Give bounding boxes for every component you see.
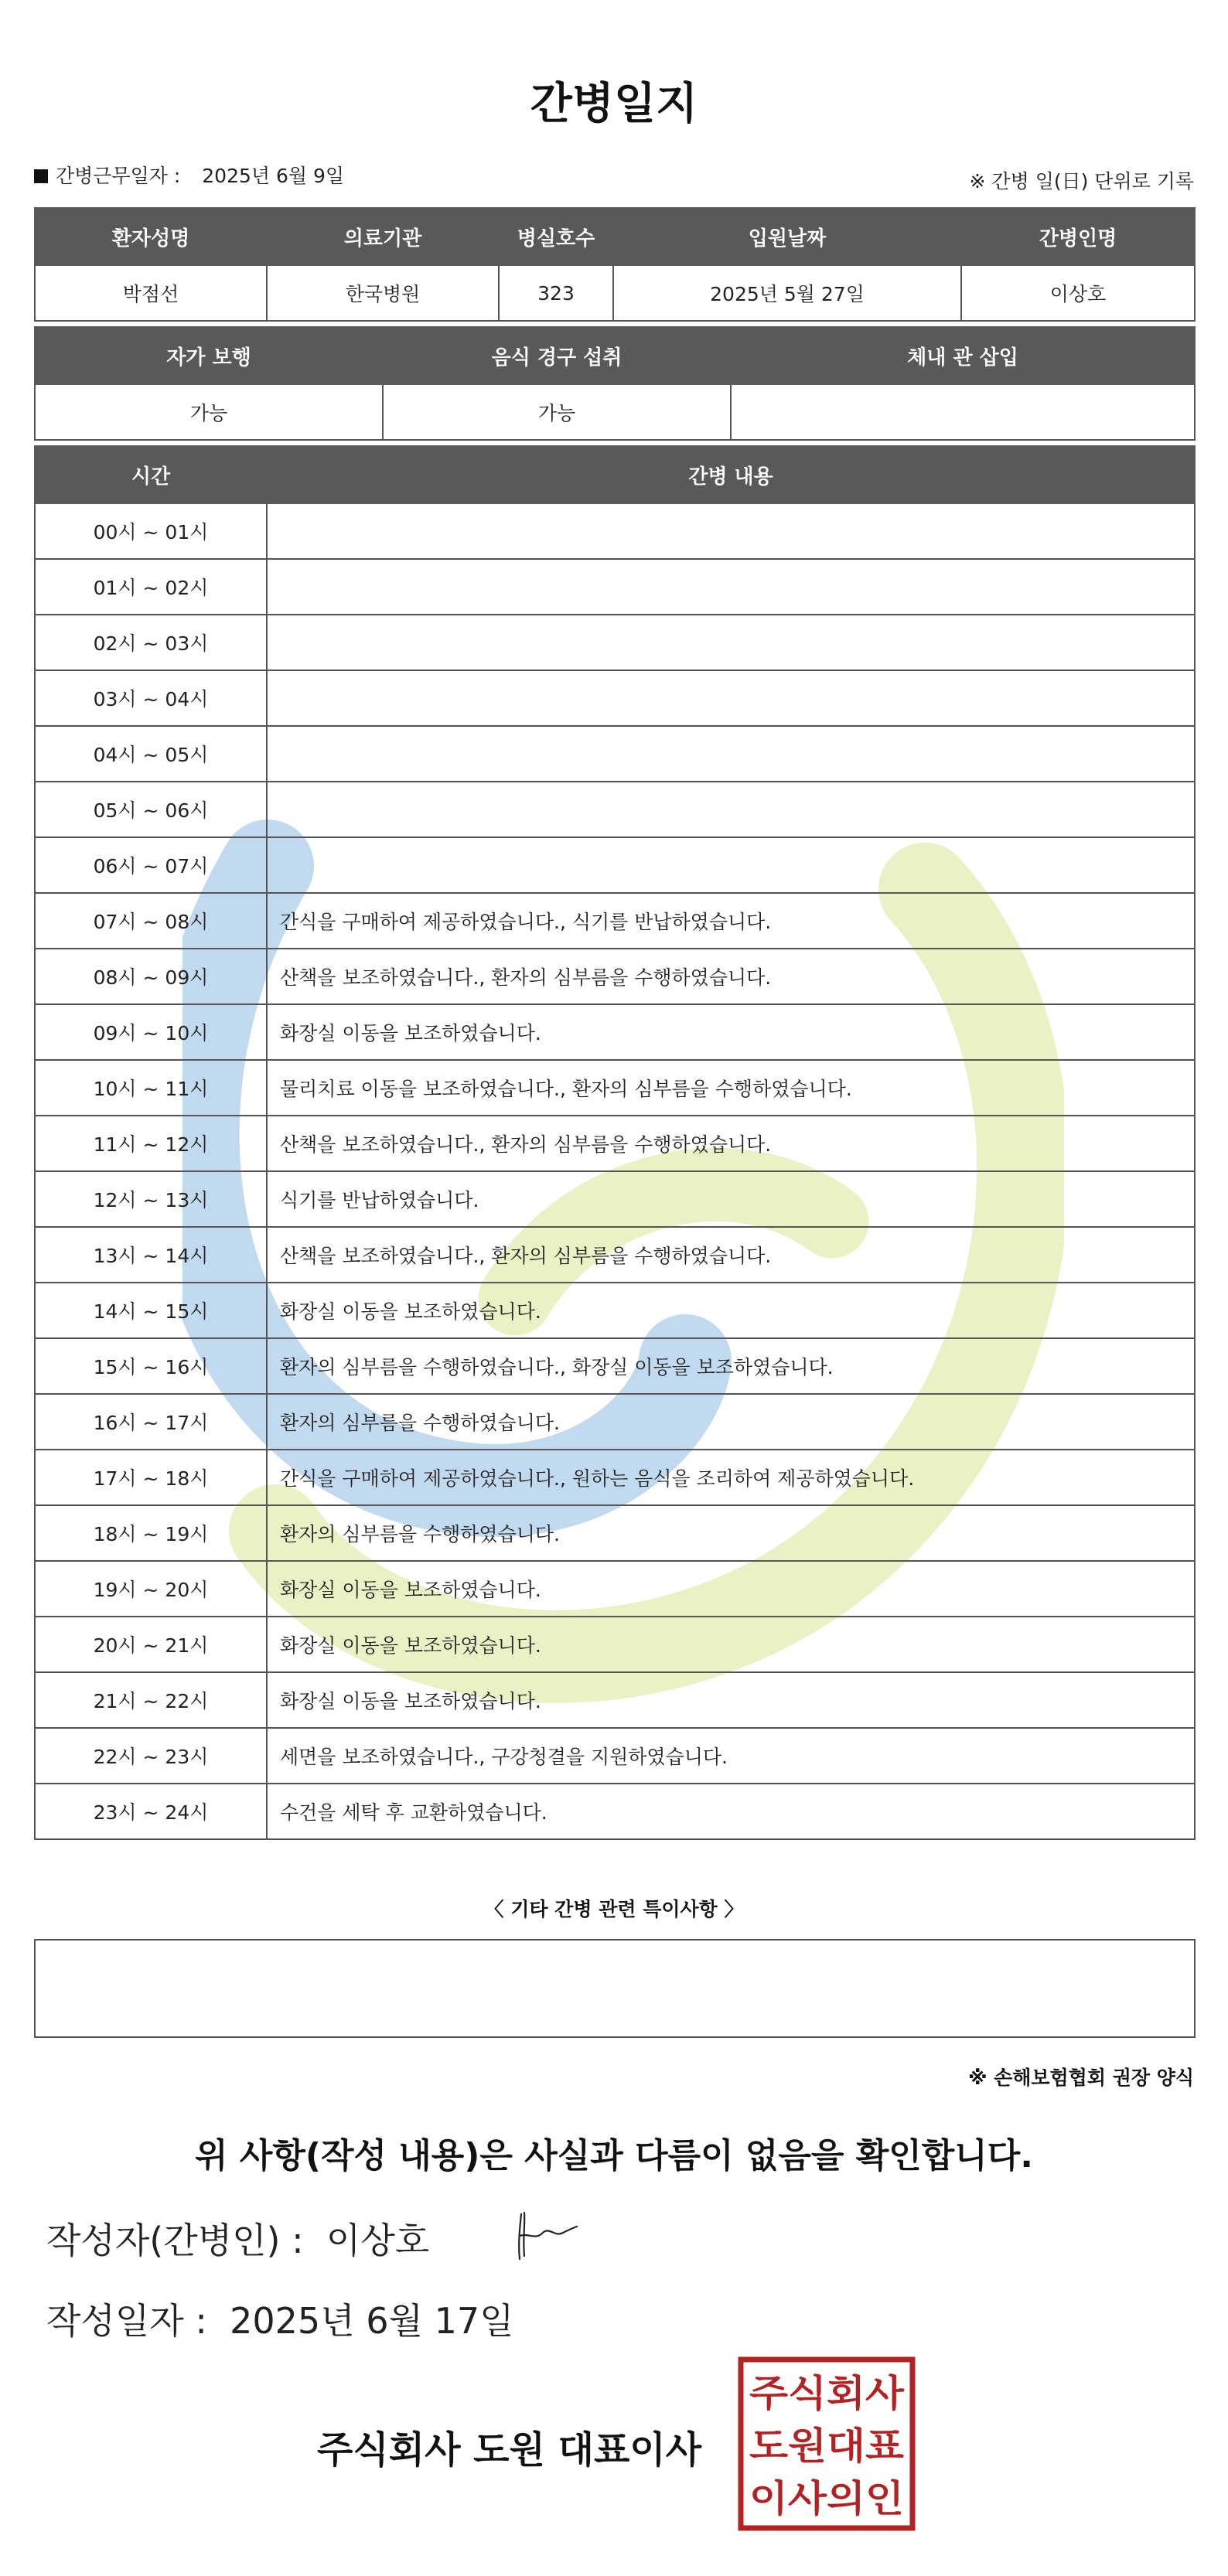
header-caregiver: 간병인명 bbox=[961, 208, 1195, 265]
care-content: 세면을 보조하였습니다., 구강청결을 지원하였습니다. bbox=[267, 1728, 1195, 1784]
write-date-row bbox=[46, 2293, 514, 2344]
time-slot: 15시 ~ 16시 bbox=[35, 1338, 267, 1394]
table-row bbox=[35, 1004, 1195, 1060]
care-log-table bbox=[34, 445, 1196, 1840]
table-row bbox=[35, 782, 1195, 837]
care-content: 물리치료 이동을 보조하였습니다., 환자의 심부름을 수행하였습니다. bbox=[267, 1060, 1195, 1116]
care-content: 산책을 보조하였습니다., 환자의 심부름을 수행하였습니다. bbox=[267, 1227, 1195, 1283]
writer-label: 작성자(간병인) : bbox=[46, 2220, 304, 2261]
walking-value: 가능 bbox=[35, 384, 383, 440]
bullet-square-icon bbox=[34, 169, 48, 183]
caregiver-name: 이상호 bbox=[961, 265, 1195, 321]
header-admission-date: 입원날짜 bbox=[613, 208, 961, 265]
care-content bbox=[267, 559, 1195, 615]
time-slot: 05시 ~ 06시 bbox=[35, 782, 267, 837]
care-content bbox=[267, 615, 1195, 670]
table-row bbox=[35, 1505, 1195, 1561]
write-date-label: 작성일자 : bbox=[46, 2300, 207, 2342]
care-log-header bbox=[35, 446, 1195, 503]
care-content bbox=[267, 503, 1195, 559]
time-slot: 04시 ~ 05시 bbox=[35, 726, 267, 782]
time-slot: 07시 ~ 08시 bbox=[35, 893, 267, 949]
care-content: 화장실 이동을 보조하였습니다. bbox=[267, 1672, 1195, 1728]
header-oral-intake: 음식 경구 섭취 bbox=[383, 327, 731, 384]
special-notes-heading: 〈 기타 간병 관련 특이사항 〉 bbox=[484, 1898, 744, 1920]
care-content: 화장실 이동을 보조하였습니다. bbox=[267, 1561, 1195, 1617]
care-content bbox=[267, 670, 1195, 726]
table-row bbox=[35, 670, 1195, 726]
header-tube: 체내 관 삽입 bbox=[731, 327, 1195, 384]
time-slot: 22시 ~ 23시 bbox=[35, 1728, 267, 1784]
insurance-note: ※ 손해보험협회 권장 양식 bbox=[968, 2067, 1194, 2089]
time-slot: 03시 ~ 04시 bbox=[35, 670, 267, 726]
table-row bbox=[35, 1338, 1195, 1394]
patient-info-table bbox=[34, 207, 1196, 322]
seal-line: 이사의인 bbox=[749, 2477, 904, 2520]
care-log-body bbox=[35, 503, 1195, 1839]
care-content: 산책을 보조하였습니다., 환자의 심부름을 수행하였습니다. bbox=[267, 949, 1195, 1004]
duty-date-row bbox=[34, 161, 344, 189]
table-row bbox=[35, 559, 1195, 615]
time-slot: 08시 ~ 09시 bbox=[35, 949, 267, 1004]
table-row bbox=[35, 949, 1195, 1004]
table-row bbox=[35, 1283, 1195, 1338]
time-slot: 23시 ~ 24시 bbox=[35, 1784, 267, 1839]
time-slot: 20시 ~ 21시 bbox=[35, 1617, 267, 1672]
table-row bbox=[35, 1116, 1195, 1171]
care-content: 화장실 이동을 보조하였습니다. bbox=[267, 1004, 1195, 1060]
time-slot: 10시 ~ 11시 bbox=[35, 1060, 267, 1116]
time-slot: 18시 ~ 19시 bbox=[35, 1505, 267, 1561]
care-content: 환자의 심부름을 수행하였습니다., 화장실 이동을 보조하였습니다. bbox=[267, 1338, 1195, 1394]
room-number: 323 bbox=[499, 265, 613, 321]
ability-values bbox=[35, 384, 1195, 440]
care-content: 간식을 구매하여 제공하였습니다., 원하는 음식을 조리하여 제공하였습니다. bbox=[267, 1450, 1195, 1505]
table-row bbox=[35, 1617, 1195, 1672]
header-walking: 자가 보행 bbox=[35, 327, 383, 384]
time-slot: 02시 ~ 03시 bbox=[35, 615, 267, 670]
page-title: 간병일지 bbox=[530, 79, 698, 129]
table-row bbox=[35, 726, 1195, 782]
company-seal-icon bbox=[738, 2356, 916, 2531]
seal-line: 주식회사 bbox=[749, 2372, 905, 2415]
writer-name: 이상호 bbox=[326, 2220, 430, 2261]
table-row bbox=[35, 1728, 1195, 1784]
patient-name: 박점선 bbox=[35, 265, 267, 321]
table-row bbox=[35, 1784, 1195, 1839]
header-care-content: 간병 내용 bbox=[267, 446, 1195, 503]
confirmation-statement: 위 사항(작성 내용)은 사실과 다름이 없음을 확인합니다. bbox=[195, 2136, 1033, 2176]
company-ceo: 주식회사 도원 대표이사 bbox=[317, 2428, 702, 2472]
tube-value bbox=[731, 384, 1195, 440]
oral-intake-value: 가능 bbox=[383, 384, 731, 440]
writer-row bbox=[46, 2213, 429, 2264]
time-slot: 11시 ~ 12시 bbox=[35, 1116, 267, 1171]
care-content: 산책을 보조하였습니다., 환자의 심부름을 수행하였습니다. bbox=[267, 1116, 1195, 1171]
table-row bbox=[35, 1450, 1195, 1505]
hospital-name: 한국병원 bbox=[267, 265, 499, 321]
table-row bbox=[35, 1561, 1195, 1617]
patient-info-header bbox=[35, 208, 1195, 265]
patient-info-values bbox=[35, 265, 1195, 321]
time-slot: 14시 ~ 15시 bbox=[35, 1283, 267, 1338]
special-notes-box bbox=[34, 1939, 1196, 2038]
time-slot: 00시 ~ 01시 bbox=[35, 503, 267, 559]
header-hospital: 의료기관 bbox=[267, 208, 499, 265]
table-row bbox=[35, 1672, 1195, 1728]
table-row bbox=[35, 837, 1195, 893]
time-slot: 13시 ~ 14시 bbox=[35, 1227, 267, 1283]
header-patient-name: 환자성명 bbox=[35, 208, 267, 265]
patient-ability-table bbox=[34, 326, 1196, 441]
table-row bbox=[35, 615, 1195, 670]
care-content: 화장실 이동을 보조하였습니다. bbox=[267, 1617, 1195, 1672]
duty-date-value: 2025년 6월 9일 bbox=[202, 165, 345, 187]
care-content: 식기를 반납하였습니다. bbox=[267, 1171, 1195, 1227]
table-row bbox=[35, 1227, 1195, 1283]
table-row bbox=[35, 1060, 1195, 1116]
care-content bbox=[267, 726, 1195, 782]
care-content: 환자의 심부름을 수행하였습니다. bbox=[267, 1394, 1195, 1450]
care-content bbox=[267, 782, 1195, 837]
care-content: 수건을 세탁 후 교환하였습니다. bbox=[267, 1784, 1195, 1839]
seal-line: 도원대표 bbox=[749, 2424, 905, 2468]
table-row bbox=[35, 1171, 1195, 1227]
signature-icon bbox=[512, 2210, 582, 2264]
care-content: 환자의 심부름을 수행하였습니다. bbox=[267, 1505, 1195, 1561]
header-time: 시간 bbox=[35, 446, 267, 503]
time-slot: 16시 ~ 17시 bbox=[35, 1394, 267, 1450]
time-slot: 17시 ~ 18시 bbox=[35, 1450, 267, 1505]
table-row bbox=[35, 503, 1195, 559]
write-date-value: 2025년 6월 17일 bbox=[230, 2300, 514, 2342]
care-content: 간식을 구매하여 제공하였습니다., 식기를 반납하였습니다. bbox=[267, 893, 1195, 949]
table-row bbox=[35, 893, 1195, 949]
time-slot: 01시 ~ 02시 bbox=[35, 559, 267, 615]
duty-date-label: 간병근무일자 : bbox=[56, 165, 181, 187]
header-room: 병실호수 bbox=[499, 208, 613, 265]
care-content: 화장실 이동을 보조하였습니다. bbox=[267, 1283, 1195, 1338]
ability-header bbox=[35, 327, 1195, 384]
table-row bbox=[35, 1394, 1195, 1450]
time-slot: 19시 ~ 20시 bbox=[35, 1561, 267, 1617]
unit-note: ※ 간병 일(日) 단위로 기록 bbox=[969, 170, 1194, 193]
care-content bbox=[267, 837, 1195, 893]
time-slot: 06시 ~ 07시 bbox=[35, 837, 267, 893]
admission-date: 2025년 5월 27일 bbox=[613, 265, 961, 321]
time-slot: 09시 ~ 10시 bbox=[35, 1004, 267, 1060]
time-slot: 12시 ~ 13시 bbox=[35, 1171, 267, 1227]
time-slot: 21시 ~ 22시 bbox=[35, 1672, 267, 1728]
